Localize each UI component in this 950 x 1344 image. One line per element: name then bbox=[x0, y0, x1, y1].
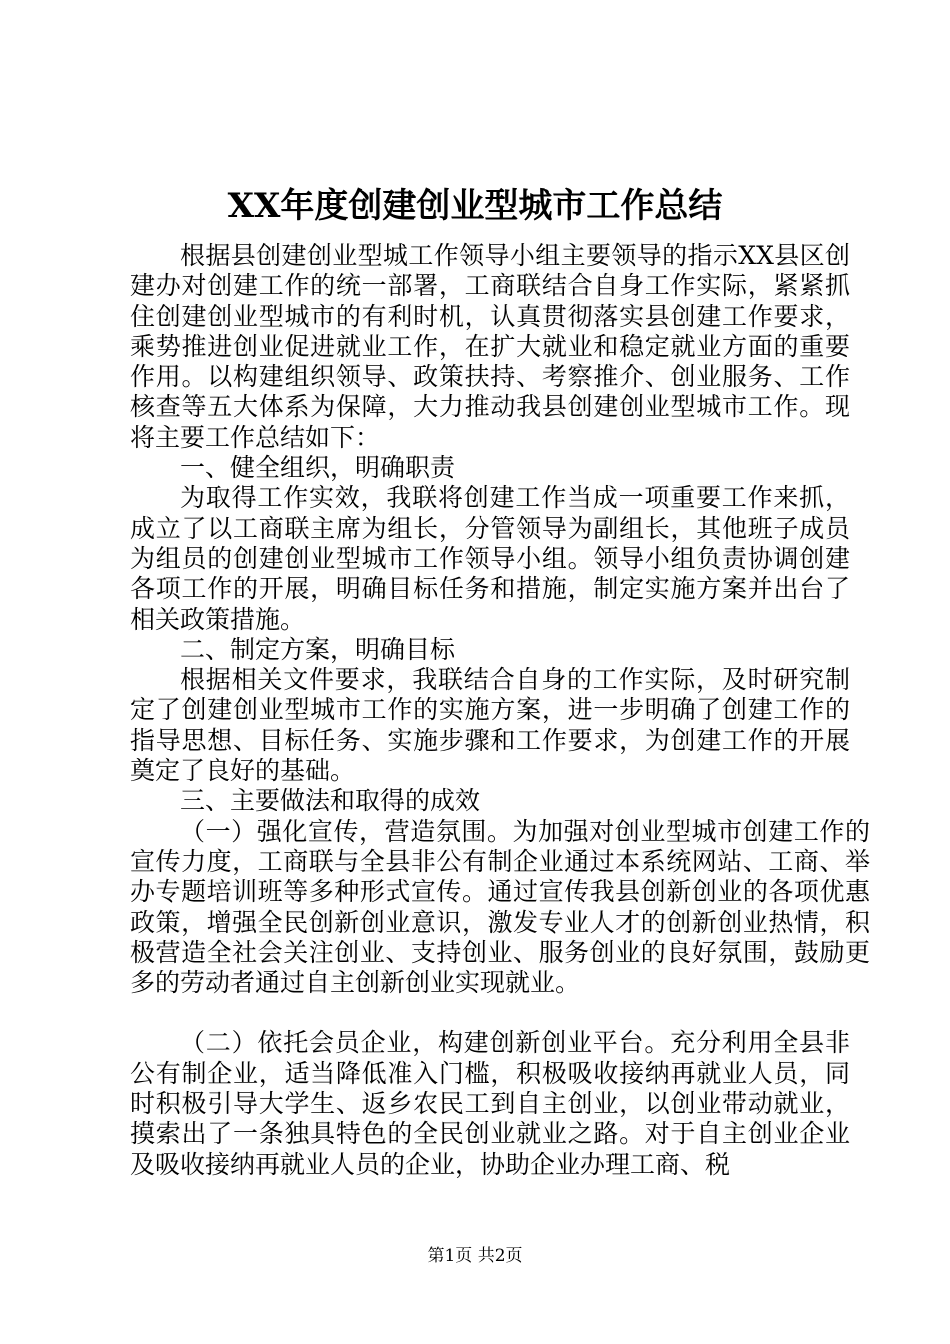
paragraph-spacer bbox=[130, 998, 850, 1028]
section3-sub2-paragraph: （二）依托会员企业，构建创新创业平台。充分利用全县非公有制企业，适当降低准入门槛，积极吸收接纳再就业人员，同时积极引导大学生、返乡农民工到自主创业，以创业带动就业，摸索出了一条独具特色的全民创业就业之路。对于自主创业企业及吸收接纳再就业人员的企业，协助企业办理工商、税 bbox=[130, 1028, 850, 1179]
page-footer: 第1页 共2页 bbox=[427, 1246, 523, 1266]
section1-heading: 一、健全组织，明确职责 bbox=[180, 453, 456, 483]
section1-paragraph: 为取得工作实效，我联将创建工作当成一项重要工作来抓，成立了以工商联主席为组长，分管领导为副组长，其他班子成员为组员的创建创业型城市工作领导小组。领导小组负责协调创建各项工作的开展，明确目标任务和措施，制定实施方案并出台了相关政策措施。 bbox=[130, 483, 850, 634]
intro-paragraph: 根据县创建创业型城工作领导小组主要领导的指示XX县区创建办对创建工作的统一部署，工商联结合自身工作实际，紧紧抓住创建创业型城市的有利时机，认真贯彻落实县创建工作要求，乘势推进创业促进就业工作，在扩大就业和稳定就业方面的重要作用。以构建组织领导、政策扶持、考察推介、创业服务、工作核查等五大体系为保障，大力推动我县创建创业型城市工作。现将主要工作总结如下： bbox=[130, 241, 850, 452]
section3-sub1-paragraph: （一）强化宣传，营造氛围。为加强对创业型城市创建工作的宣传力度，工商联与全县非公有制企业通过本系统网站、工商、举办专题培训班等多种形式宣传。通过宣传我县创新创业的各项优惠政策，增强全民创新创业意识，激发专业人才的创新创业热情，积极营造全社会关注创业、支持创业、服务创业的良好氛围，鼓励更多的劳动者通过自主创新创业实现就业。 bbox=[130, 816, 870, 998]
section3-heading: 三、主要做法和取得的成效 bbox=[180, 786, 481, 816]
section2-heading: 二、制定方案，明确目标 bbox=[180, 634, 456, 664]
document-body bbox=[130, 241, 870, 1180]
section2-paragraph: 根据相关文件要求，我联结合自身的工作实际，及时研究制定了创建创业型城市工作的实施方案，进一步明确了创建工作的指导思想、目标任务、实施步骤和工作要求，为创建工作的开展奠定了良好的基础。 bbox=[130, 665, 850, 786]
document-title: XX年度创建创业型城市工作总结 bbox=[227, 186, 723, 226]
